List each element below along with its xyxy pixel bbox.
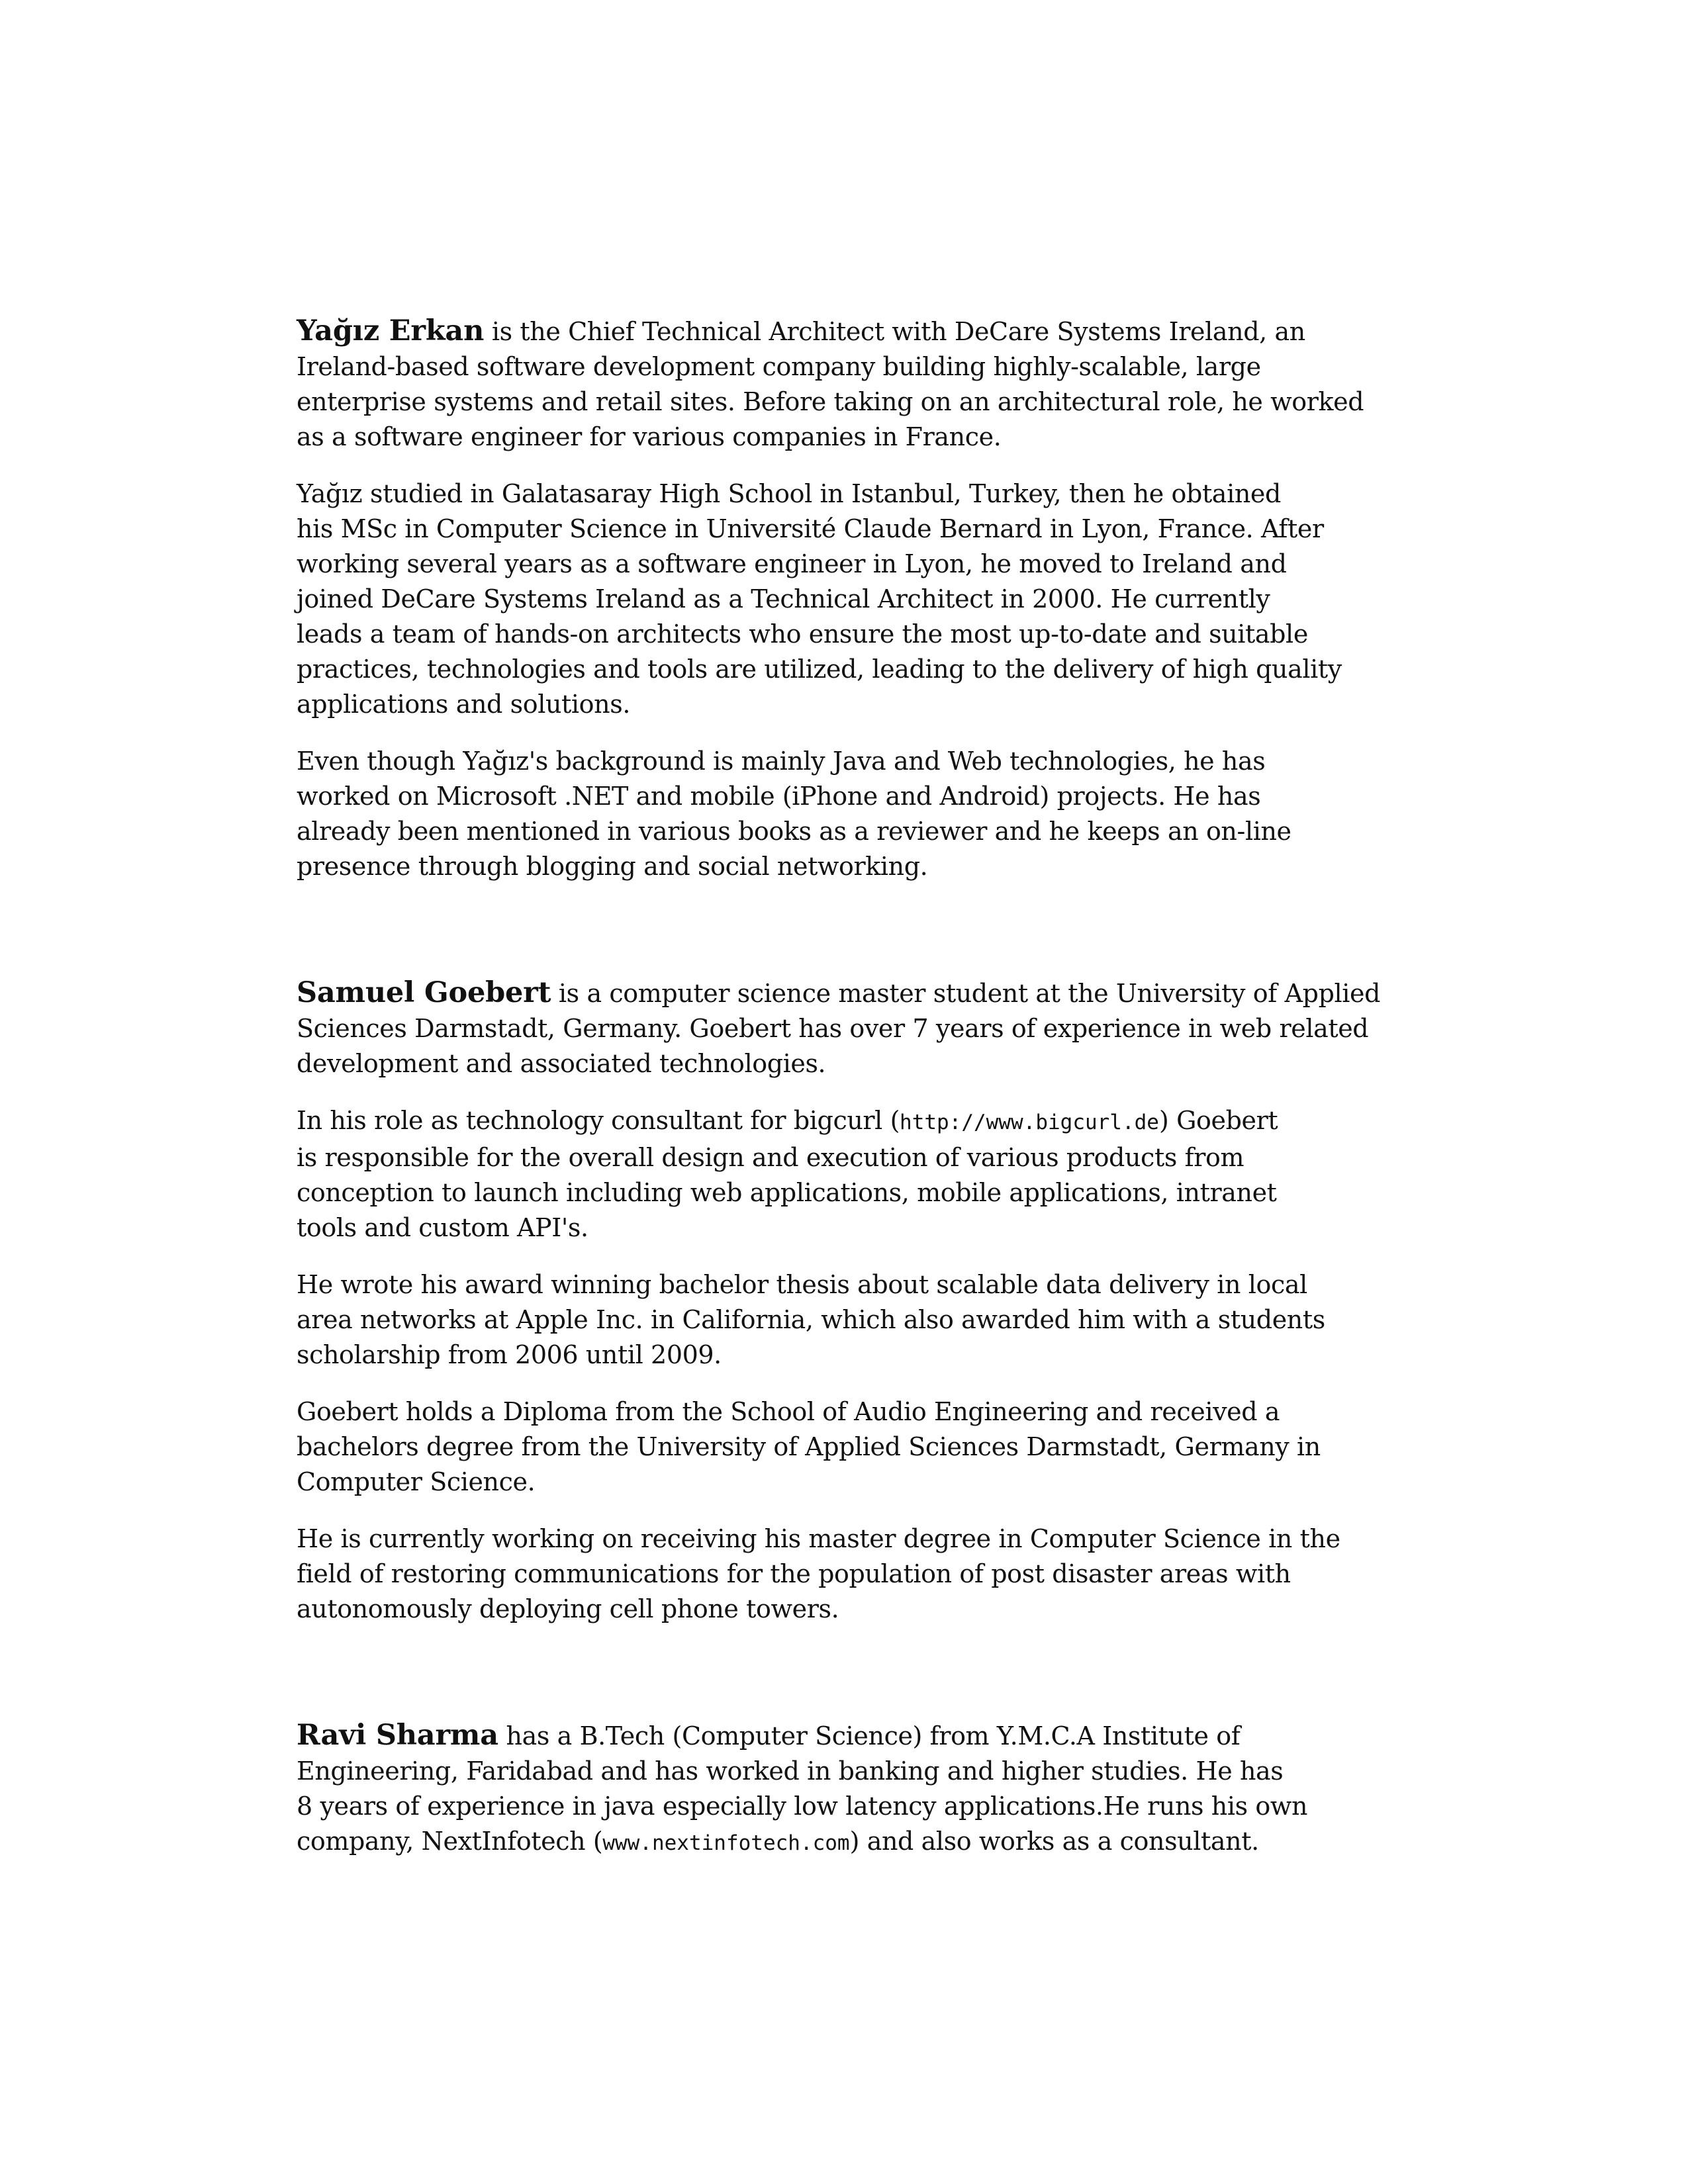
bio-paragraph [297, 1718, 1395, 1861]
bio-text: Goebert holds a Diploma from the School of Audio Engineering and received a bachelors degree from the University of Applied Sciences Darmstadt, Germany in Computer Science. [297, 1397, 1321, 1496]
bio-text: is the Chief Technical Architect with DeCare Systems Ireland, an Ireland-based software development company building highly-scalable, large enterprise systems and retail sites. Before taking on an architectural role, he worked as a software engineer for various companies in France. [297, 317, 1364, 451]
bio-paragraph [297, 1394, 1395, 1500]
reviewer-bios-page [297, 314, 1395, 1861]
bio-ravi-sharma [297, 1718, 1395, 1861]
bio-paragraph [297, 976, 1395, 1081]
bio-paragraph [297, 314, 1395, 455]
reviewer-name: Ravi Sharma [297, 1719, 498, 1752]
bio-paragraph [297, 1103, 1395, 1246]
bio-text: He is currently working on receiving his master degree in Computer Science in the field of restoring communications for the population of post disaster areas with autonomously deploying cell phone towers. [297, 1524, 1340, 1623]
bio-text: is a computer science master student at the University of Applied Sciences Darmstadt, Germany. Goebert has over 7 years of experience in web related development and associated technologies. [297, 979, 1381, 1078]
bio-text: ) Goebert is responsible for the overall design and execution of various products from conception to launch including web applications, mobile applications, intranet tools and custom API's. [297, 1106, 1278, 1242]
bio-text: ) and also works as a consultant. [849, 1827, 1259, 1856]
bigcurl-url: http://www.bigcurl.de [900, 1111, 1159, 1134]
bio-paragraph [297, 477, 1395, 722]
bio-paragraph [297, 1267, 1395, 1373]
bio-text: He wrote his award winning bachelor thesis about scalable data delivery in local area networks at Apple Inc. in California, which also awarded him with a students scholarship from 2006 until 2009. [297, 1270, 1325, 1369]
bio-text: In his role as technology consultant for bigcurl ( [297, 1106, 900, 1135]
nextinfotech-url: www.nextinfotech.com [602, 1831, 850, 1855]
bio-yagiz-erkan [297, 314, 1395, 884]
bio-text: Even though Yağız's background is mainly Java and Web technologies, he has worked on Microsoft .NET and mobile (iPhone and Android) projects. He has already been mentioned in various books as a reviewer and he keeps an on-line presence through blogging and social networking. [297, 747, 1291, 881]
bio-samuel-goebert [297, 976, 1395, 1627]
reviewer-name: Samuel Goebert [297, 976, 551, 1009]
reviewer-name: Yağız Erkan [297, 314, 485, 347]
bio-text: Yağız studied in Galatasaray High School in Istanbul, Turkey, then he obtained his MSc in Computer Science in Université Claude Bernard in Lyon, France. After working several years as a software engineer in Lyon, he moved to Ireland and joined DeCare Systems Ireland as a Technical Architect in 2000. He currently leads a team of hands-on architects who ensure the most up-to-date and suitable practices, technologies and tools are utilized, leading to the delivery of high quality applications and solutions. [297, 479, 1342, 719]
bio-text: has a B.Tech (Computer Science) from Y.M.C.A Institute of Engineering, Faridabad and has worked in banking and higher studies. He has 8 years of experience in java especially low latency applications.He runs his own company, NextInfotech ( [297, 1721, 1308, 1856]
bio-paragraph [297, 744, 1395, 884]
bio-paragraph [297, 1522, 1395, 1627]
